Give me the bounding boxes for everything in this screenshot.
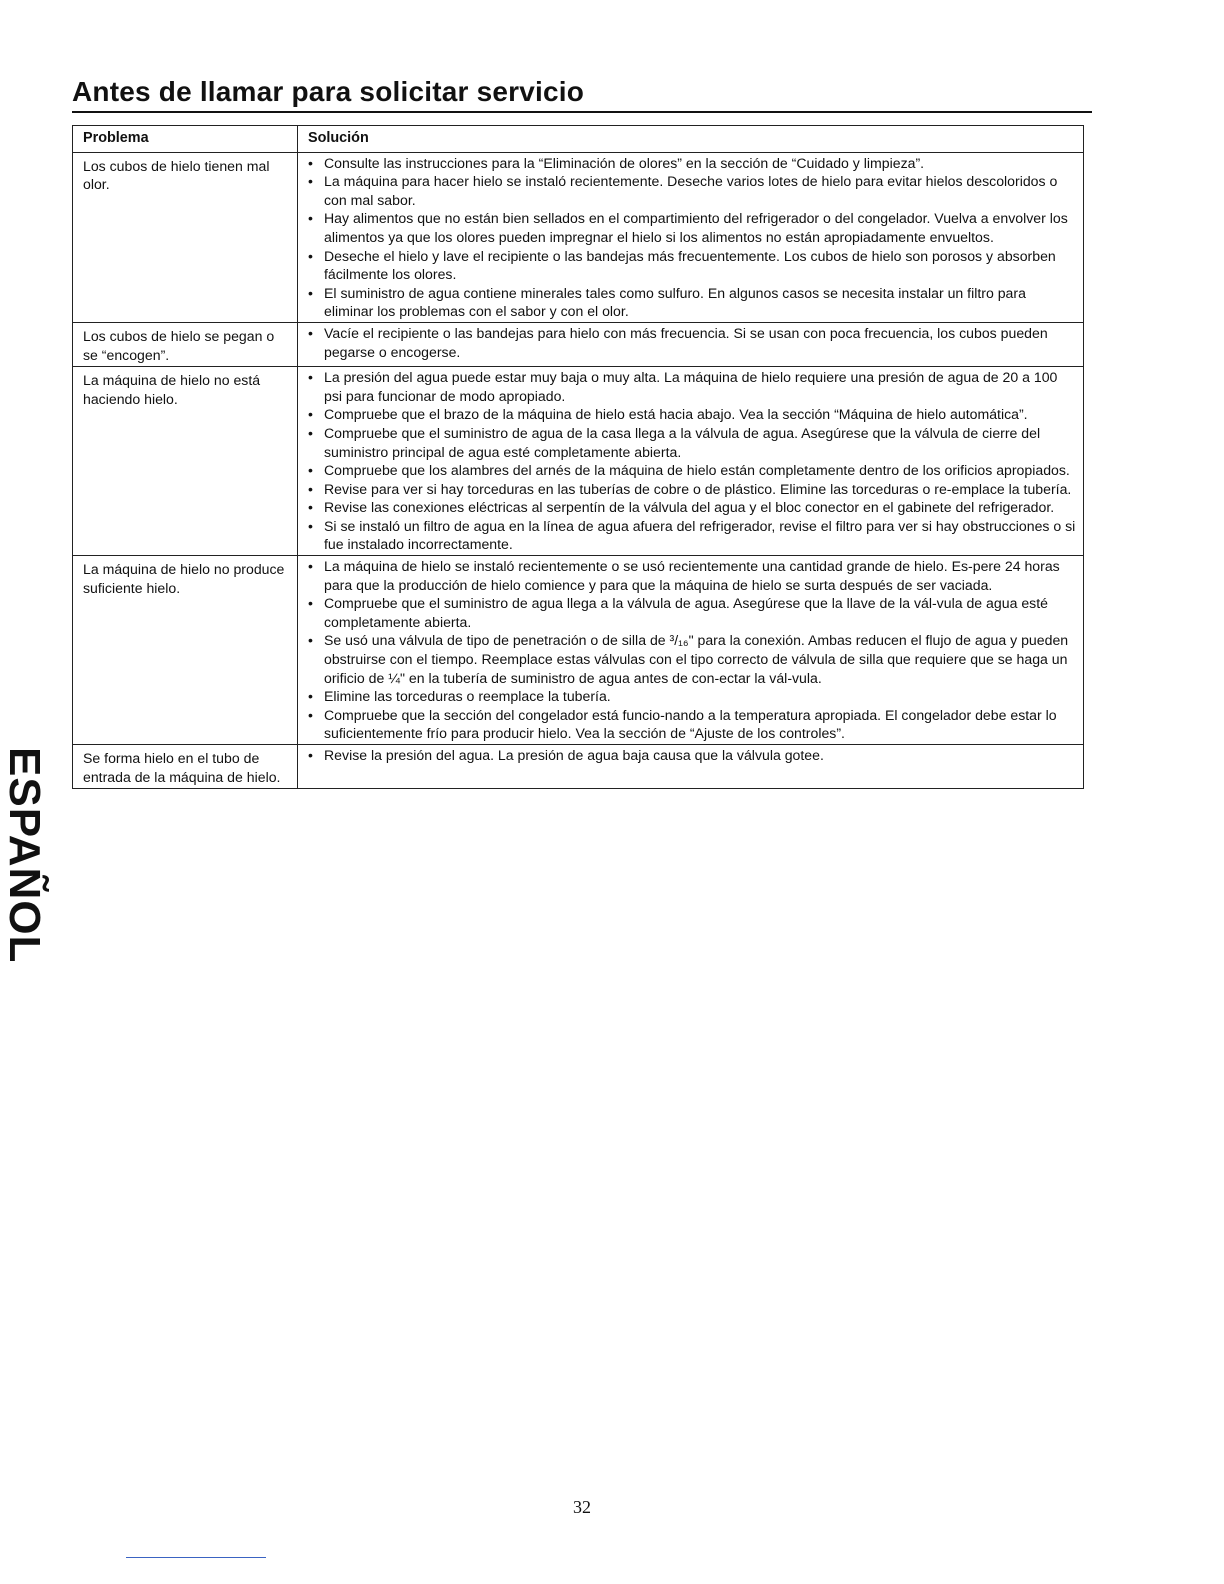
table-row (73, 152, 1084, 322)
problem-cell: Los cubos de hielo se pegan o se “encogen”. (73, 322, 298, 366)
table-row (73, 556, 1084, 745)
table-header-row (73, 126, 1084, 153)
solution-item: • Hay alimentos que no están bien sellados en el compartimiento del refrigerador o del congelador. Vuelva a envolver los alimentos ya que los olores pueden impregnar el hielo si los alimentos no están apropiadamente envueltos. (308, 209, 1079, 246)
table-row (73, 322, 1084, 366)
solution-list (308, 746, 1079, 765)
page-number: 32 (573, 1497, 591, 1517)
language-side-tab: ESPAÑOL (0, 746, 49, 964)
solution-item: • Se usó una válvula de tipo de penetración o de silla de ³/₁₆" para la conexión. Ambas reducen el flujo de agua y pueden obstruirse con el tiempo. Reemplace estas válvulas con el tipo correcto de válvula de silla que requiere que se haga un orificio de ¼" en la tubería de suministro de agua antes de con-ectar la vál-vula. (308, 631, 1079, 687)
table-row (73, 367, 1084, 556)
solution-list (308, 368, 1079, 554)
solution-item: • La presión del agua puede estar muy baja o muy alta. La máquina de hielo requiere una presión de agua de 20 a 100 psi para funcionar de modo apropiado. (308, 368, 1079, 405)
solution-cell (298, 556, 1084, 745)
solution-item: • Deseche el hielo y lave el recipiente o las bandejas más frecuentemente. Los cubos de hielo son porosos y absorben fácilmente los olores. (308, 247, 1079, 284)
troubleshooting-table (72, 125, 1084, 789)
solution-item: • La máquina de hielo se instaló recientemente o se usó recientemente una cantidad grande de hielo. Es-pere 24 horas para que la producción de hielo comience y para que la máquina de hielo se surta después de ser vaciada. (308, 557, 1079, 594)
problem-cell: Los cubos de hielo tienen mal olor. (73, 152, 298, 322)
solution-cell (298, 745, 1084, 789)
solution-item: • Consulte las instrucciones para la “Eliminación de olores” en la sección de “Cuidado y limpieza”. (308, 154, 1079, 173)
table-row (73, 745, 1084, 789)
solution-list (308, 557, 1079, 743)
solution-column-header: Solución (298, 126, 1084, 153)
solution-item: • El suministro de agua contiene minerales tales como sulfuro. En algunos casos se necesita instalar un filtro para eliminar los problemas con el sabor y con el olor. (308, 284, 1079, 321)
footer-divider (126, 1557, 266, 1558)
solution-list (308, 324, 1079, 361)
solution-list (308, 154, 1079, 321)
solution-item: • Revise para ver si hay torceduras en las tuberías de cobre o de plástico. Elimine las torceduras o re-emplace la tubería. (308, 480, 1079, 499)
solution-item: • Compruebe que la sección del congelador está funcio-nando a la temperatura apropiada. El congelador debe estar lo suficientemente frío para producir hielo. Vea la sección de “Ajuste de los controles”. (308, 706, 1079, 743)
solution-item: • Si se instaló un filtro de agua en la línea de agua afuera del refrigerador, revise el filtro para ver si hay obstrucciones o si fue instalado incorrectamente. (308, 517, 1079, 554)
title-divider (72, 111, 1092, 113)
solution-item: • La máquina para hacer hielo se instaló recientemente. Deseche varios lotes de hielo para evitar hielos descoloridos o con mal sabor. (308, 172, 1079, 209)
solution-item: • Elimine las torceduras o reemplace la tubería. (308, 687, 1079, 706)
problem-cell: Se forma hielo en el tubo de entrada de la máquina de hielo. (73, 745, 298, 789)
page-title: Antes de llamar para solicitar servicio (72, 76, 585, 107)
solution-cell (298, 322, 1084, 366)
problem-cell: La máquina de hielo no produce suficiente hielo. (73, 556, 298, 745)
solution-item: • Revise las conexiones eléctricas al serpentín de la válvula del agua y el bloc conector en el gabinete del refrigerador. (308, 498, 1079, 517)
solution-item: • Revise la presión del agua. La presión de agua baja causa que la válvula gotee. (308, 746, 1079, 765)
solution-cell (298, 152, 1084, 322)
problem-column-header: Problema (73, 126, 298, 153)
problem-cell: La máquina de hielo no está haciendo hielo. (73, 367, 298, 556)
solution-item: • Compruebe que los alambres del arnés de la máquina de hielo están completamente dentro de los orificios apropiados. (308, 461, 1079, 480)
solution-item: • Compruebe que el brazo de la máquina de hielo está hacia abajo. Vea la sección “Máquina de hielo automática”. (308, 405, 1079, 424)
solution-item: • Compruebe que el suministro de agua llega a la válvula de agua. Asegúrese que la llave de la vál-vula de agua esté completamente abierta. (308, 594, 1079, 631)
solution-item: • Compruebe que el suministro de agua de la casa llega a la válvula de agua. Asegúrese que la válvula de cierre del suministro principal de agua esté completamente abierta. (308, 424, 1079, 461)
solution-item: • Vacíe el recipiente o las bandejas para hielo con más frecuencia. Si se usan con poca frecuencia, los cubos pueden pegarse o encogerse. (308, 324, 1079, 361)
solution-cell (298, 367, 1084, 556)
